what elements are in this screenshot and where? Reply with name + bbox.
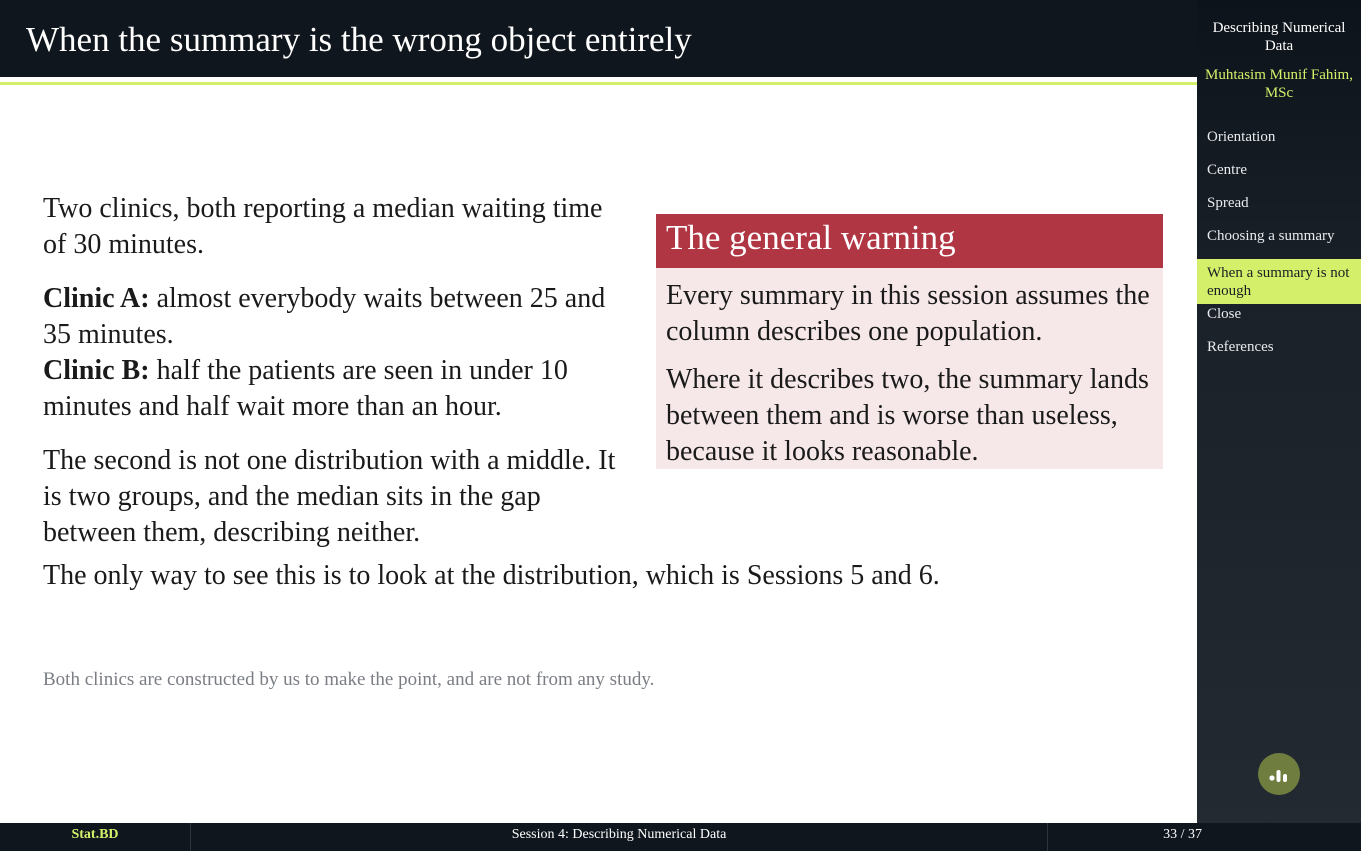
clinic-a-label: Clinic A: (43, 283, 150, 314)
sidebar-item-choosing-a-summary[interactable]: Choosing a summary (1207, 228, 1335, 244)
author-name: Muhtasim Munif Fahim, MSc (1205, 67, 1353, 101)
callout-paragraph-2: Where it describes two, the summary lands between them and is worse than useless, because it looks reasonable. (666, 364, 1149, 467)
sidebar-item-close[interactable]: Close (1207, 306, 1242, 322)
explanation-paragraph: The second is not one distribution with a middle. It is two groups, and the median sits in the gap between them, describing neither. (43, 445, 616, 548)
callout-paragraph-1: Every summary in this session assumes the column describes one population. (666, 280, 1150, 347)
bar-chart-icon[interactable] (1258, 753, 1300, 795)
clinic-a-text: almost everybody waits between 25 and 35 minutes. (43, 283, 606, 350)
footer-brand: Stat.BD (0, 823, 191, 851)
intro-paragraph: Two clinics, both reporting a median waiting time of 30 minutes. (43, 193, 603, 260)
slide-header (0, 0, 1197, 77)
sidebar (1197, 0, 1361, 851)
conclusion-line: The only way to see this is to look at the distribution, which is Sessions 5 and 6. (43, 560, 940, 591)
clinic-b-label: Clinic B: (43, 355, 150, 386)
page-number: 33 / 37 (1047, 823, 1202, 851)
slide-title: When the summary is the wrong object entirely (26, 20, 692, 59)
warning-callout (656, 214, 1163, 469)
footnote: Both clinics are constructed by us to make the point, and are not from any study. (43, 669, 655, 690)
sidebar-item-spread[interactable]: Spread (1207, 195, 1249, 211)
sidebar-item-orientation[interactable]: Orientation (1207, 129, 1276, 145)
main-text-column (43, 191, 623, 569)
footer-session-title: Session 4: Describing Numerical Data (511, 827, 727, 842)
title-divider (0, 82, 1197, 85)
sidebar-item-when-a-summary-is-not-enough[interactable]: When a summary is not enough (1197, 259, 1361, 304)
callout-body (656, 268, 1163, 470)
sidebar-item-references[interactable]: References (1207, 339, 1274, 355)
clinic-b-text: half the patients are seen in under 10 minutes and half wait more than an hour. (43, 355, 568, 422)
callout-title: The general warning (656, 214, 1163, 268)
sidebar-item-centre[interactable]: Centre (1207, 162, 1247, 178)
slide-footer (0, 823, 1361, 851)
sidebar-nav (1197, 127, 1361, 370)
clinics-paragraph (43, 281, 623, 425)
presentation-title[interactable]: Describing Numerical Data (1212, 20, 1346, 54)
